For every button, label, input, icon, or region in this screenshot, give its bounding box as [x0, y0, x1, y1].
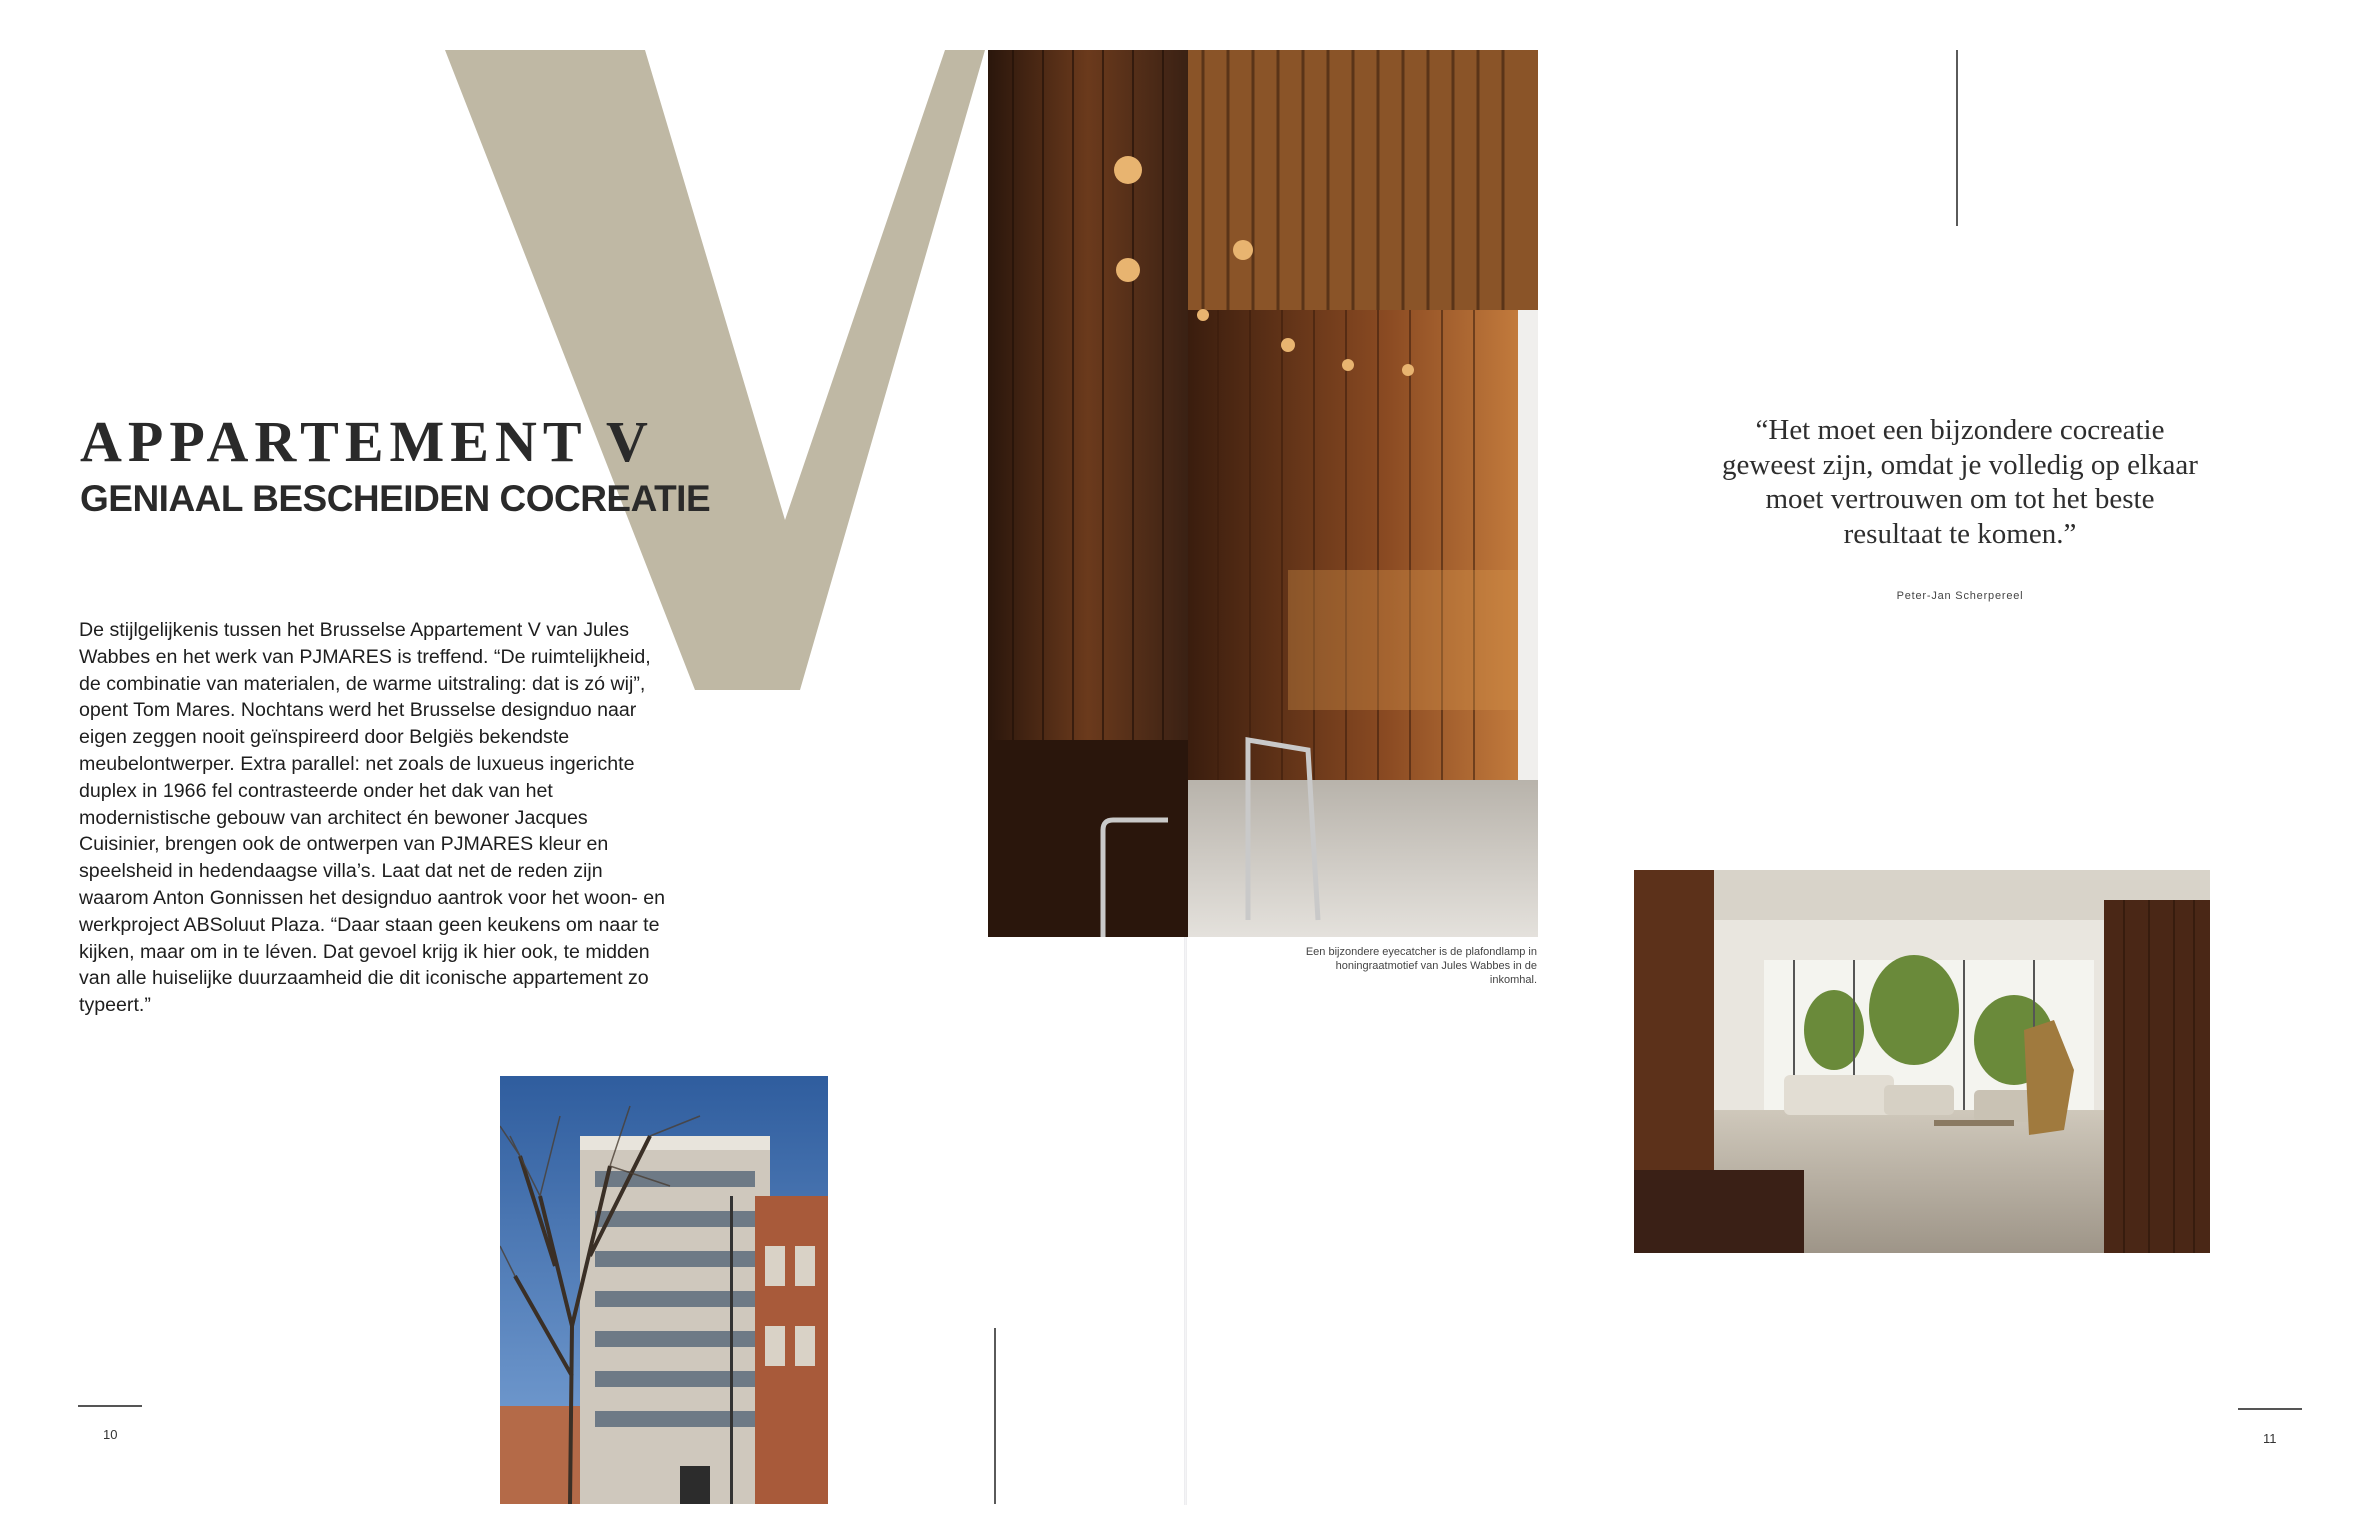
entrance-hall-photo: [988, 50, 1538, 937]
pull-quote: “Het moet een bijzondere cocreatie geweest zijn, omdat je volledig op elkaar moet vertrouwen om tot het beste resultaat te komen.”: [1722, 414, 2198, 550]
decorative-letter-v: [445, 50, 985, 690]
bottom-vertical-rule: [994, 1328, 996, 1504]
top-vertical-rule: [1956, 50, 1958, 226]
living-room-photo: [1634, 870, 2210, 1253]
left-footer-rule: [78, 1405, 142, 1407]
article-title: APPARTEMENT V: [80, 409, 654, 474]
article-body: De stijlgelijkenis tussen het Brusselse Appartement V van Jules Wabbes en het werk van PJMARES is treffend. “De ruimtelijkheid, de combinatie van materialen, de warme uitstraling: dat is zó wij”, opent Tom Mares. Nochtans werd het Brusselse designduo naar eigen zeggen nooit geïnspireerd door Belgiës bekendste meubelontwerper. Extra parallel: net zoals de luxueus ingerichte duplex in 1966 fel contrasteerde onder het dak van het modernistische gebouw van architect én bewoner Jacques Cuisinier, brengen ook de ontwerpen van PJMARES kleur en speelsheid in hedendaagse villa’s. Laat dat net de reden zijn waarom Anton Gonnissen het designduo aantrok voor het woon- en werkproject ABSoluut Plaza. “Daar staan geen keukens om naar te kijken, maar om in te léven. Dat gevoel krijg ik hier ook, te midden van alle huiselijke duurzaamheid die dit iconische appartement zo typeert.”: [79, 619, 666, 1017]
article-subtitle: GENIAAL BESCHEIDEN COCREATIE: [80, 478, 711, 519]
left-page-number: 10: [103, 1427, 118, 1442]
building-exterior-photo: [500, 1076, 828, 1504]
right-page-number: 11: [2263, 1431, 2277, 1446]
photo-caption: Een bijzondere eyecatcher is de plafondlamp in honingraatmotief van Jules Wabbes in de inkomhal.: [1305, 946, 1537, 986]
quote-author: Peter-Jan Scherpereel: [1896, 590, 2024, 602]
right-footer-rule: [2238, 1408, 2302, 1410]
